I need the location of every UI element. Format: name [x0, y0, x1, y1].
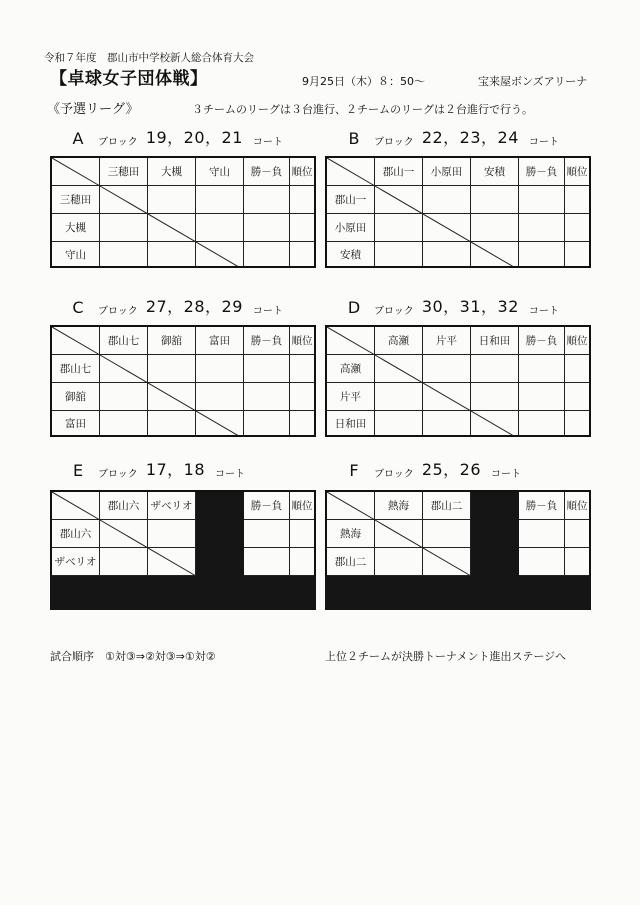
- row-team: 守山: [52, 242, 100, 266]
- result-cell: [244, 383, 290, 411]
- row-team: 郡山一: [327, 186, 375, 214]
- league-header: [58, 458, 245, 480]
- preliminary-rule: ３チームのリーグは３台進行、２チームのリーグは２台進行で行う。: [192, 103, 533, 116]
- corner-cell: [327, 492, 375, 520]
- result-cell: [196, 242, 244, 266]
- result-cell: [565, 383, 589, 411]
- result-cell: [471, 411, 519, 435]
- court-label: コート: [491, 469, 522, 480]
- unused-column: [471, 492, 519, 576]
- column-team: 日和田: [471, 327, 519, 355]
- result-cell: [565, 548, 589, 576]
- result-cell: [244, 548, 290, 576]
- column-team: 片平: [423, 327, 471, 355]
- event-venue: 宝来屋ボンズアリーナ: [478, 75, 588, 88]
- result-cell: [290, 355, 314, 383]
- block-label: ブロック: [98, 137, 138, 148]
- result-cell: [565, 186, 589, 214]
- rank-header: 順位: [565, 492, 589, 520]
- event-datetime: 9月25日（木）８：50～: [302, 75, 425, 88]
- result-cell: [244, 186, 290, 214]
- win-loss-header: 勝－負: [519, 158, 565, 186]
- result-cell: [565, 242, 589, 266]
- result-cell: [100, 548, 148, 576]
- rank-header: 順位: [290, 492, 314, 520]
- result-cell: [196, 186, 244, 214]
- result-cell: [519, 383, 565, 411]
- result-cell: [375, 242, 423, 266]
- league-header: [58, 126, 283, 148]
- league-header: [334, 458, 521, 480]
- block-label: ブロック: [374, 469, 414, 480]
- league-table: [325, 156, 591, 268]
- result-cell: [148, 520, 196, 548]
- result-cell: [244, 520, 290, 548]
- corner-cell: [327, 158, 375, 186]
- result-cell: [423, 520, 471, 548]
- advance-note: 上位２チームが決勝トーナメント進出ステージへ: [325, 650, 567, 663]
- row-team: 小原田: [327, 214, 375, 242]
- rank-header: 順位: [565, 327, 589, 355]
- result-cell: [519, 242, 565, 266]
- result-cell: [148, 355, 196, 383]
- league-table: [50, 490, 316, 610]
- win-loss-header: 勝－負: [244, 327, 290, 355]
- result-cell: [196, 355, 244, 383]
- row-team: 富田: [52, 411, 100, 435]
- result-cell: [471, 355, 519, 383]
- result-cell: [375, 548, 423, 576]
- result-cell: [196, 214, 244, 242]
- column-team: 安積: [471, 158, 519, 186]
- league-letter: C: [72, 298, 84, 317]
- column-team: 高瀬: [375, 327, 423, 355]
- row-team: 三穂田: [52, 186, 100, 214]
- win-loss-header: 勝－負: [244, 492, 290, 520]
- unused-row: [50, 576, 316, 610]
- rank-header: 順位: [565, 158, 589, 186]
- block-label: ブロック: [374, 306, 414, 317]
- block-label: ブロック: [374, 137, 414, 148]
- row-team: 安積: [327, 242, 375, 266]
- court-numbers: 25，26: [421, 460, 482, 479]
- court-numbers: 30，31，32: [421, 297, 519, 316]
- league-table: [325, 325, 591, 437]
- league-table: [325, 490, 591, 610]
- result-cell: [423, 242, 471, 266]
- result-cell: [148, 383, 196, 411]
- result-cell: [375, 186, 423, 214]
- row-team: 郡山六: [52, 520, 100, 548]
- result-cell: [148, 186, 196, 214]
- result-cell: [244, 242, 290, 266]
- row-team: 郡山七: [52, 355, 100, 383]
- result-cell: [471, 214, 519, 242]
- match-order-note: 試合順序 ①対③⇒②対③⇒①対②: [50, 650, 216, 663]
- result-cell: [148, 411, 196, 435]
- result-cell: [148, 548, 196, 576]
- result-cell: [100, 355, 148, 383]
- league-letter: B: [348, 129, 360, 148]
- column-team: 三穂田: [100, 158, 148, 186]
- court-label: コート: [252, 137, 283, 148]
- result-cell: [519, 355, 565, 383]
- result-cell: [423, 548, 471, 576]
- result-cell: [519, 214, 565, 242]
- court-label: コート: [528, 137, 559, 148]
- result-cell: [519, 548, 565, 576]
- result-cell: [423, 411, 471, 435]
- row-team: 日和田: [327, 411, 375, 435]
- result-cell: [519, 186, 565, 214]
- row-team: 郡山二: [327, 548, 375, 576]
- result-cell: [196, 383, 244, 411]
- result-cell: [100, 186, 148, 214]
- result-cell: [565, 214, 589, 242]
- court-label: コート: [528, 306, 559, 317]
- win-loss-header: 勝－負: [519, 327, 565, 355]
- league-letter: F: [349, 461, 359, 480]
- organizer-line: 令和７年度 郡山市中学校新人総合体育大会: [44, 52, 254, 64]
- page-title: 【卓球女子団体戦】: [50, 69, 208, 89]
- league-header: [334, 295, 559, 317]
- rank-header: 順位: [290, 158, 314, 186]
- preliminary-label: 《予選リーグ》: [47, 102, 139, 117]
- column-team: 郡山一: [375, 158, 423, 186]
- result-cell: [375, 411, 423, 435]
- result-cell: [244, 411, 290, 435]
- result-cell: [290, 214, 314, 242]
- result-cell: [290, 548, 314, 576]
- result-cell: [565, 520, 589, 548]
- result-cell: [375, 214, 423, 242]
- result-cell: [565, 411, 589, 435]
- corner-cell: [52, 492, 100, 520]
- league-table: [50, 156, 316, 268]
- rank-header: 順位: [290, 327, 314, 355]
- court-numbers: 19，20，21: [145, 128, 243, 147]
- result-cell: [100, 214, 148, 242]
- column-team: ザベリオ: [148, 492, 196, 520]
- column-team: 郡山二: [423, 492, 471, 520]
- result-cell: [100, 242, 148, 266]
- result-cell: [290, 411, 314, 435]
- result-cell: [148, 214, 196, 242]
- league-header: [334, 126, 559, 148]
- result-cell: [519, 411, 565, 435]
- row-team: 大槻: [52, 214, 100, 242]
- win-loss-header: 勝－負: [244, 158, 290, 186]
- result-cell: [471, 186, 519, 214]
- result-cell: [375, 383, 423, 411]
- league-letter: E: [72, 461, 84, 480]
- column-team: 大槻: [148, 158, 196, 186]
- win-loss-header: 勝－負: [519, 492, 565, 520]
- result-cell: [148, 242, 196, 266]
- result-cell: [290, 242, 314, 266]
- column-team: 守山: [196, 158, 244, 186]
- result-cell: [375, 355, 423, 383]
- corner-cell: [52, 158, 100, 186]
- row-team: 高瀬: [327, 355, 375, 383]
- result-cell: [290, 186, 314, 214]
- result-cell: [423, 355, 471, 383]
- result-cell: [290, 520, 314, 548]
- result-cell: [100, 383, 148, 411]
- league-header: [58, 295, 283, 317]
- result-cell: [244, 214, 290, 242]
- column-team: 小原田: [423, 158, 471, 186]
- column-team: 富田: [196, 327, 244, 355]
- league-letter: A: [72, 129, 84, 148]
- column-team: 御舘: [148, 327, 196, 355]
- corner-cell: [52, 327, 100, 355]
- result-cell: [290, 383, 314, 411]
- row-team: 御舘: [52, 383, 100, 411]
- result-cell: [196, 411, 244, 435]
- court-label: コート: [215, 469, 246, 480]
- unused-column: [196, 492, 244, 576]
- result-cell: [423, 214, 471, 242]
- column-team: 熱海: [375, 492, 423, 520]
- row-team: 熱海: [327, 520, 375, 548]
- league-table: [50, 325, 316, 437]
- result-cell: [375, 520, 423, 548]
- corner-cell: [327, 327, 375, 355]
- result-cell: [471, 242, 519, 266]
- block-label: ブロック: [98, 469, 138, 480]
- result-cell: [565, 355, 589, 383]
- court-numbers: 22，23，24: [421, 128, 519, 147]
- court-numbers: 27，28，29: [145, 297, 243, 316]
- result-cell: [244, 355, 290, 383]
- unused-row: [325, 576, 591, 610]
- result-cell: [423, 186, 471, 214]
- result-cell: [100, 520, 148, 548]
- result-cell: [423, 383, 471, 411]
- column-team: 郡山七: [100, 327, 148, 355]
- block-label: ブロック: [98, 306, 138, 317]
- row-team: 片平: [327, 383, 375, 411]
- court-numbers: 17，18: [145, 460, 206, 479]
- result-cell: [519, 520, 565, 548]
- league-letter: D: [347, 298, 361, 317]
- result-cell: [471, 383, 519, 411]
- court-label: コート: [252, 306, 283, 317]
- row-team: ザベリオ: [52, 548, 100, 576]
- result-cell: [100, 411, 148, 435]
- column-team: 郡山六: [100, 492, 148, 520]
